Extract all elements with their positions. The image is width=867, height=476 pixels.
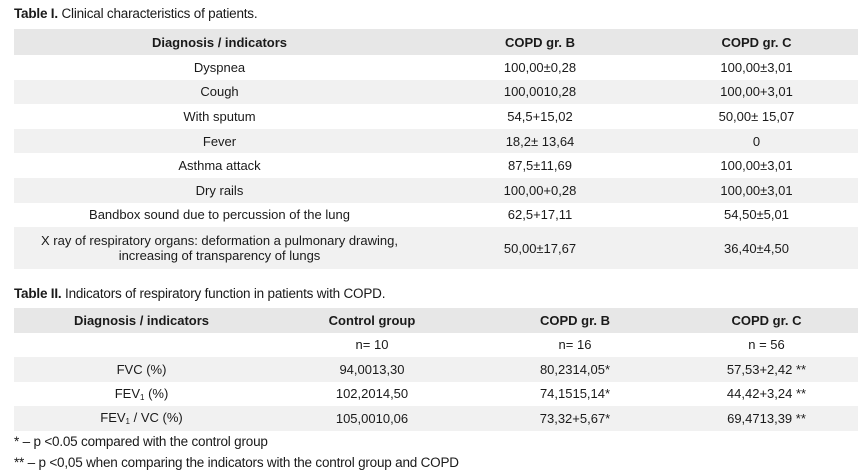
column-header: COPD gr. C [721, 34, 792, 50]
column-header: COPD gr. C [731, 312, 802, 328]
table-cell: 36,40±4,50 [724, 240, 789, 256]
table-cell: n = 56 [748, 337, 785, 353]
row-label-main: FVC (%) [116, 361, 167, 377]
column-header: Diagnosis / indicators [151, 34, 288, 50]
column-header: Control group [328, 312, 416, 328]
row-label-main: FEV [100, 410, 126, 426]
table2-caption [14, 286, 385, 301]
table-cell: 0 [752, 133, 761, 149]
row-label: With sputum [183, 108, 256, 124]
table-header-row [14, 308, 858, 333]
row-label-rest: / VC (%) [130, 410, 183, 426]
table-cell: 80,2314,05* [539, 361, 611, 377]
row-label-rest: (%) [144, 385, 169, 401]
sample-size-row [14, 333, 858, 358]
table-cell: 102,2014,50 [335, 386, 409, 402]
table-cell: 74,1515,14* [539, 386, 611, 402]
table-cell [14, 333, 269, 358]
row-label [14, 382, 269, 407]
row-label-subscript: 1 [140, 392, 145, 402]
table-cell: 100,00+3,01 [720, 84, 793, 100]
clinical-characteristics-table [14, 29, 858, 269]
table-cell: 69,4713,39 ** [727, 410, 806, 426]
table-cell: 54,50±5,01 [724, 207, 789, 223]
footnote: ** – p <0,05 when comparing the indicators with the control group and COPD [14, 455, 459, 470]
table-cell: 105,0010,06 [335, 410, 409, 426]
table-cell: 100,0010,28 [503, 84, 577, 100]
table-cell: 100,00±3,01 [720, 158, 793, 174]
table-row [14, 104, 858, 129]
table-cell: 57,53+2,42 ** [726, 361, 807, 377]
table-cell: 73,32+5,67* [539, 410, 611, 426]
row-label: Bandbox sound due to percussion of the lung [89, 207, 350, 223]
row-label-subscript: 1 [125, 417, 130, 427]
row-label: Dyspnea [193, 59, 246, 75]
table-cell: 87,5±11,69 [507, 158, 572, 174]
table-cell: 100,00±0,28 [503, 59, 577, 75]
table-cell: 50,00±17,67 [503, 240, 577, 256]
table-cell: 100,00+0,28 [503, 182, 577, 198]
row-label: Asthma attack [178, 158, 261, 174]
row-label: Dry rails [195, 182, 244, 198]
row-label: Fever [202, 133, 237, 149]
table-cell: 54,5+15,02 [507, 108, 573, 124]
table-cell: n= 16 [558, 337, 592, 353]
column-header: COPD gr. B [539, 312, 611, 328]
table1-caption-text: Clinical characteristics of patients. [57, 6, 258, 21]
table-row [14, 382, 858, 407]
table1-caption-label: Table I. [14, 6, 58, 21]
table-cell: 100,00±3,01 [720, 182, 793, 198]
row-label: Cough [200, 84, 239, 100]
row-label [14, 227, 425, 269]
footnote: * – p <0.05 compared with the control group [14, 434, 268, 449]
table-cell: n= 10 [355, 337, 389, 353]
row-label [14, 357, 269, 382]
row-label-line: X ray of respiratory organs: deformation a pulmonary drawing, [41, 233, 398, 249]
table-header-row [14, 29, 858, 55]
table-cell: 18,2± 13,64 [505, 133, 575, 149]
table-row [14, 80, 858, 105]
row-label-line: increasing of transparency of lungs [118, 248, 321, 264]
respiratory-function-table [14, 308, 858, 431]
table-row [14, 406, 858, 431]
table-cell: 44,42+3,24 ** [726, 386, 807, 402]
table-cell: 62,5+17,11 [507, 207, 573, 223]
table-cell: 100,00±3,01 [720, 59, 793, 75]
table-row [14, 153, 858, 178]
table-row [14, 227, 858, 269]
table-row [14, 55, 858, 80]
table-cell: 94,0013,30 [339, 361, 405, 377]
table-row [14, 357, 858, 382]
table-row [14, 203, 858, 228]
row-label-main: FEV [114, 385, 140, 401]
table2-caption-label: Table II. [14, 286, 62, 301]
column-header: COPD gr. B [504, 34, 576, 50]
table-row [14, 129, 858, 154]
table-cell: 50,00± 15,07 [718, 108, 795, 124]
row-label [14, 406, 269, 431]
table2-caption-text: Indicators of respiratory function in patients with COPD. [61, 286, 386, 301]
column-header: Diagnosis / indicators [73, 312, 210, 328]
table1-caption [14, 6, 257, 21]
table-row [14, 178, 858, 203]
